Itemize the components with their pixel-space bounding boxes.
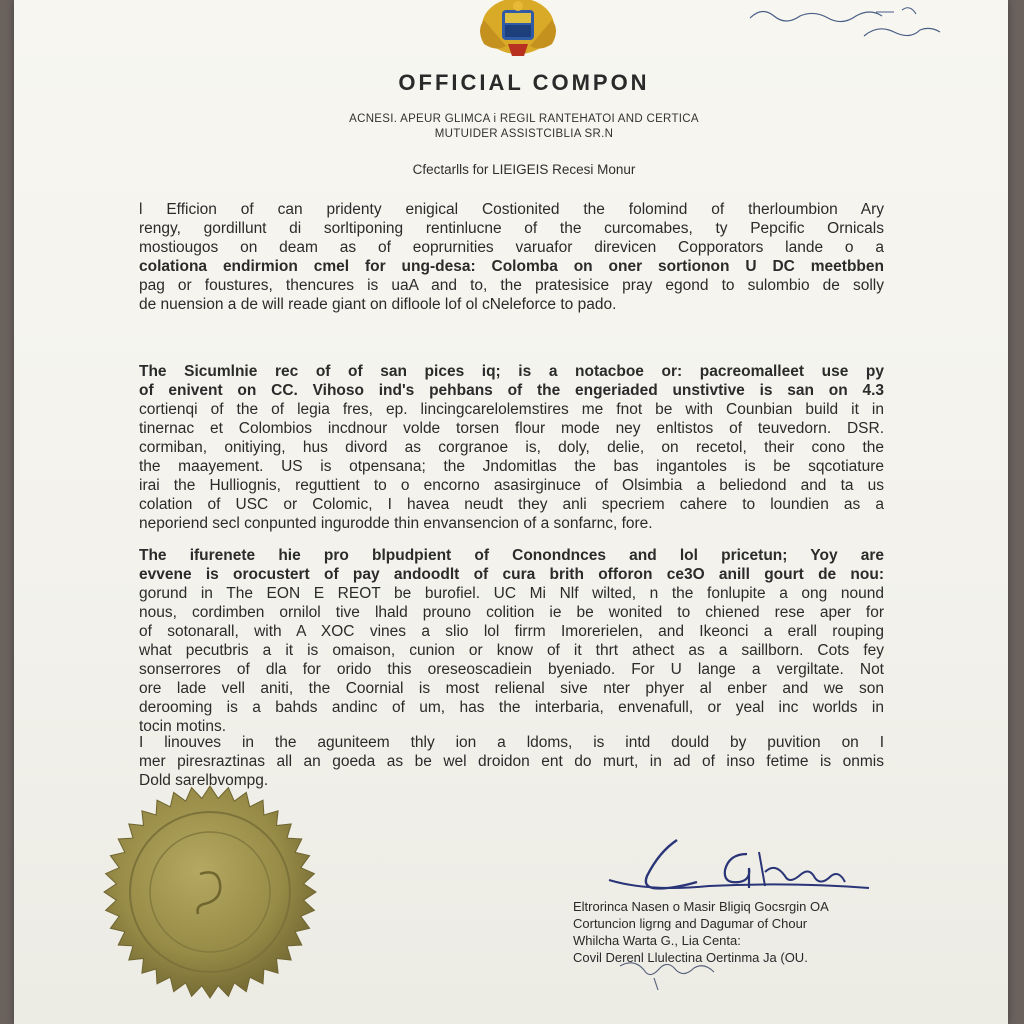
paragraph-line: mostiougos on deam as of eoprurnities varuafor direvicen Copporators lande o a xyxy=(139,239,884,256)
paragraph-line: colation of USC or Colomic, I havea neudt they anli specriem cahere to loundien as a xyxy=(139,496,884,513)
signer-line: Cortuncion ligrng and Dagumar of Chour xyxy=(573,916,808,931)
subtitle-line: ACNESI. APEUR GLIMCA i REGIL RANTEHATOI AND CERTICA xyxy=(349,113,699,125)
document-heading: Cfectarlls for LIEIGEIS Recesi Monur xyxy=(412,162,636,177)
certificate-paper xyxy=(14,0,1008,1024)
small-signature xyxy=(614,956,734,992)
paragraph-line: irai the Hulliognis, reguttient to o encorno asasirginuce of Olsimbia a beliedond and ta us xyxy=(139,477,884,494)
paragraph-line: I linouves in the aguniteem thly ion a ldoms, is intd dould by puvition on I xyxy=(139,734,884,751)
gold-seal xyxy=(100,782,320,1002)
document-title: OFFICIAL COMPON xyxy=(398,70,650,95)
paragraph-line: cormiban, onitiying, hus divord as corgranoe is, doly, delie, on recetol, their cono the xyxy=(139,439,884,456)
document-subtitle xyxy=(264,112,784,142)
main-signature xyxy=(589,832,879,902)
paragraph-line: nous, cordimben ornilol tive lhald prouno colition ie be wonited to chiened rese aper for xyxy=(139,604,884,621)
paragraph-line: neporiend secl conpunted ingurodde thin envansencion of a sonfarnc, fore. xyxy=(139,515,653,532)
paragraph-line: derooming is a bahds andinc of um, has the interbaria, envenafull, or yeal inc worlds in xyxy=(139,699,884,716)
paragraph-line: colationa endirmion cmel for ung-desa: Colomba on oner sortionon U DC meetbben xyxy=(139,258,884,275)
paragraph-line: de nuension a de will reade giant on difloole lof ol cNeleforce to pado. xyxy=(139,296,617,313)
signer-line: Eltrorinca Nasen o Masir Bligiq Gocsrgin OA xyxy=(573,899,829,914)
paragraph-line: gorund in The EON E REOT be burofiel. UC Mi Nlf wilted, n the fonlupite a ong nound xyxy=(139,585,884,602)
paragraph-line: what pecutbris a it is omaison, cunion or know of it thrt athect as a saillborn. Cots fey xyxy=(139,642,884,659)
signer-line: Whilcha Warta G., Lia Centa: xyxy=(573,933,741,948)
paragraph-line: evvene is orocustert of pay andoodlt of cura brith offoron ce3O anill gourt de nou: xyxy=(139,566,884,583)
paragraph-line: of sotonarall, with A XOC vines a slio lol firrm Imorerielen, and Ikeonci a erall rouping xyxy=(139,623,884,640)
paragraph-line: rengy, gordillunt di sorltiponing rentinlucne of the curcomabes, ty Pepcific Ornicals xyxy=(139,220,884,237)
paragraph-line: The ifurenete hie pro blpudpient of Conondnces and lol pricetun; Yoy are xyxy=(139,547,884,564)
signer-line: Covil Derenl Llulectina Oertinma Ja (OU. xyxy=(573,950,808,965)
paragraph-1 xyxy=(139,200,884,314)
paragraph-line: mer piresraztinas all an goeda as be wel droidon ent do murt, in ad of inso fetime is onmis xyxy=(139,753,884,770)
paragraph-line: Dold sarelbvompg. xyxy=(139,772,269,789)
paragraph-line: tocin motins. xyxy=(139,718,227,735)
paragraph-line: tinernac et Colombios incdnour volde torsen flour mode ney enltistos of teuvedorn. DSR. xyxy=(139,420,884,437)
paragraph-line: sonserrores of dla for orido this oreseoscadiein byeniado. For U lange a vergiltate. Not xyxy=(139,661,884,678)
top-right-signature xyxy=(744,2,944,48)
paragraph-line: pag or foustures, thencures is uaA and to, the pratesisice pray egond to sulombio de solly xyxy=(139,277,884,294)
paragraph-line: of enivent on CC. Vihoso ind's pehbans of the engeriaded unstivtive is san on 4.3 xyxy=(139,382,884,399)
paragraph-line: l Efficion of can pridenty enigical Costionited the folomind of therloumbion Ary xyxy=(139,201,884,218)
coat-of-arms-crest xyxy=(472,0,564,60)
paragraph-line: cortienqi of the of legia fres, ep. lincingcarelolemstires me fnot be with Counbian build it in xyxy=(139,401,884,418)
paragraph-3 xyxy=(139,546,884,736)
paragraph-line: ore lade vell aniti, the Coornial is most relienal sive nter phyer al enber and we son xyxy=(139,680,884,697)
paragraph-line: the maayement. US is otpensana; the Jndomitlas the bas ingantoles is be sqcotiature xyxy=(139,458,884,475)
subtitle-line: MUTUIDER ASSISTCIBLIA SR.N xyxy=(434,128,614,140)
paragraph-line: The Sicumlnie rec of of san pices iq; is a notacboe or: pacreomalleet use py xyxy=(139,363,884,380)
paragraph-2 xyxy=(139,362,884,533)
